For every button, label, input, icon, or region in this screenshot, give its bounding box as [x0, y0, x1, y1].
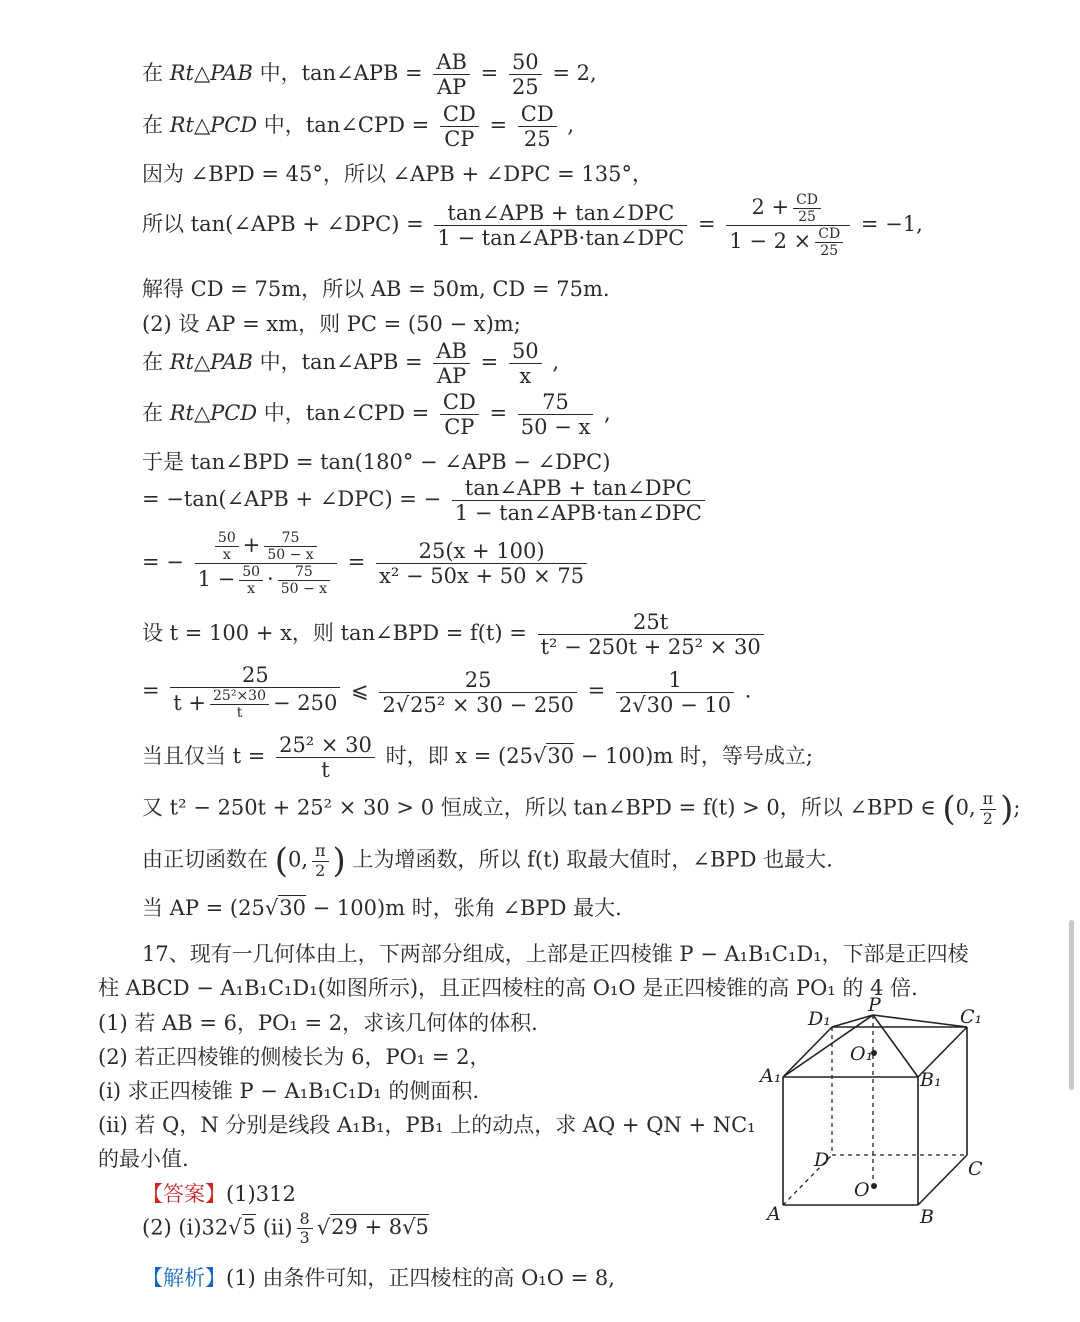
eq-line-3: 因为 ∠BPD = 45°，所以 ∠APB + ∠DPC = 135°， — [142, 162, 653, 186]
label-c: C — [968, 1158, 983, 1180]
analysis-tag: 【解析】 — [142, 1266, 226, 1290]
eq-line-12: 设 t = 100 + x，则 tan∠BPD = f(t) = $\frac{25t}{\text{t² − 250t + 25² × 30}}$ — [142, 610, 768, 659]
edge-p-d1 — [832, 1015, 873, 1027]
eq-line-17: 当 AP = (25√30 − 100)m 时，张角 ∠BPD 最大. — [142, 896, 622, 920]
edge-p-b1 — [873, 1015, 918, 1077]
edge-a1-d1 — [783, 1027, 832, 1077]
label-a: A — [767, 1203, 781, 1225]
eq-line-11: = − $\frac{50}{x}$ + $\frac{75}{50 - x}$ 1 − $\frac{50}{x}$ · $\frac{75}{50 - x}$ = $\frac{25(x + 100)}{\text{x² − 50x + 50 × 75}}$ — [142, 530, 591, 597]
eq-line-15: 又 t² − 250t + 25² × 30 > 0 恒成立，所以 tan∠BPD = f(t) > 0，所以 ∠BPD ∈ (0, $\frac{\pi}{2}$ ); — [142, 789, 1021, 829]
point-o — [871, 1183, 877, 1189]
label-o1: O₁ — [850, 1043, 874, 1065]
eq-line-6: (2) 设 AP = xm，则 PC = (50 − x)m; — [142, 312, 521, 336]
eq-line-4: 所以 tan(∠APB + ∠DPC) = tan∠APB + tan∠DPC 1 − tan∠APB·tan∠DPC = 2 + $\frac{CD}{25}$ 1 − 2 × $\frac{CD}{25}$ = −1, — [142, 192, 923, 260]
eq-line-8: 在 Rt△PCD 中，tan∠CPD = $\frac{CD}{CP}$ = $\frac{75}{50 - x}$ , — [142, 390, 611, 440]
eq-line-2: 在 Rt△PCD 中，tan∠CPD = $\frac{CD}{CP}$ = $\frac{CD}{25}$ , — [142, 102, 575, 152]
problem17-q2: (2) 若正四棱锥的侧棱长为 6，PO₁ = 2， — [98, 1045, 491, 1069]
label-o: O — [854, 1179, 870, 1201]
label-a1: A₁ — [760, 1065, 782, 1087]
problem17-q2ii-cont: 的最小值. — [98, 1147, 189, 1171]
eq-line-10: = −tan(∠APB + ∠DPC) = − tan∠APB + tan∠DPC 1 − tan∠APB·tan∠DPC — [142, 476, 709, 525]
problem17-q2ii: (ii) 若 Q，N 分别是线段 A₁B₁，PB₁ 上的动点，求 AQ + QN + NC₁ — [98, 1113, 756, 1137]
eq-line-5: 解得 CD = 75m，所以 AB = 50m, CD = 75m. — [142, 277, 610, 301]
problem17-q2i: (i) 求正四棱锥 P − A₁B₁C₁D₁ 的侧面积. — [98, 1079, 480, 1103]
problem17-line-2: 柱 ABCD − A₁B₁C₁D₁(如图所示)，且正四棱柱的高 O₁O 是正四棱锥的高 PO₁ 的 4 倍. — [98, 976, 918, 1000]
scrollbar[interactable] — [1069, 920, 1074, 1090]
label-b1: B₁ — [920, 1069, 942, 1091]
label-d1: D₁ — [808, 1008, 831, 1030]
problem17-q1: (1) 若 AB = 6，PO₁ = 2，求该几何体的体积. — [98, 1011, 538, 1035]
answer-line-2: (2) (i)32√5 (ii) $\frac{8}{3}$ √29 + 8√5 — [142, 1209, 429, 1248]
analysis-line: 【解析】(1) 由条件可知，正四棱柱的高 O₁O = 8, — [142, 1266, 615, 1290]
geometry-figure — [750, 995, 1000, 1230]
label-d: D — [814, 1149, 830, 1171]
edge-b-c — [918, 1155, 967, 1205]
problem17-line-1: 17、现有一几何体由上，下两部分组成，上部是正四棱锥 P − A₁B₁C₁D₁，下部是正四棱 — [142, 942, 969, 966]
eq-line-9: 于是 tan∠BPD = tan(180° − ∠APB − ∠DPC) — [142, 450, 611, 474]
edge-p-c1 — [873, 1015, 967, 1027]
answer-tag: 【答案】 — [142, 1182, 226, 1206]
eq-line-16: 由正切函数在 (0, $\frac{\pi}{2}$ ) 上为增函数，所以 f(t) 取最大值时，∠BPD 也最大. — [142, 841, 833, 881]
eq-line-14: 当且仅当 t = $\frac{\text{25² × 30}}{t}$ 时，即 x = (25√30 − 100)m 时，等号成立; — [142, 733, 813, 783]
label-c1: C₁ — [960, 1006, 983, 1028]
label-b: B — [920, 1206, 934, 1228]
eq-line-1: 在 Rt△PAB 中，tan∠APB = $\frac{AB}{AP}$ = $\frac{50}{25}$ = 2, — [142, 50, 597, 100]
eq-line-7: 在 Rt△PAB 中，tan∠APB = $\frac{AB}{AP}$ = $\frac{50}{x}$ , — [142, 339, 560, 389]
answer-line-1: 【答案】(1)312 — [142, 1182, 296, 1206]
label-p: P — [868, 995, 881, 1016]
eq-line-13: = 25 t + $\frac{\text{25²×30}}{t}$ − 250 ⩽ $\frac{25}{\text{2√25² × 30 − 250}}$ = $\frac{1}{2√30 - 10}$ . — [142, 663, 752, 722]
